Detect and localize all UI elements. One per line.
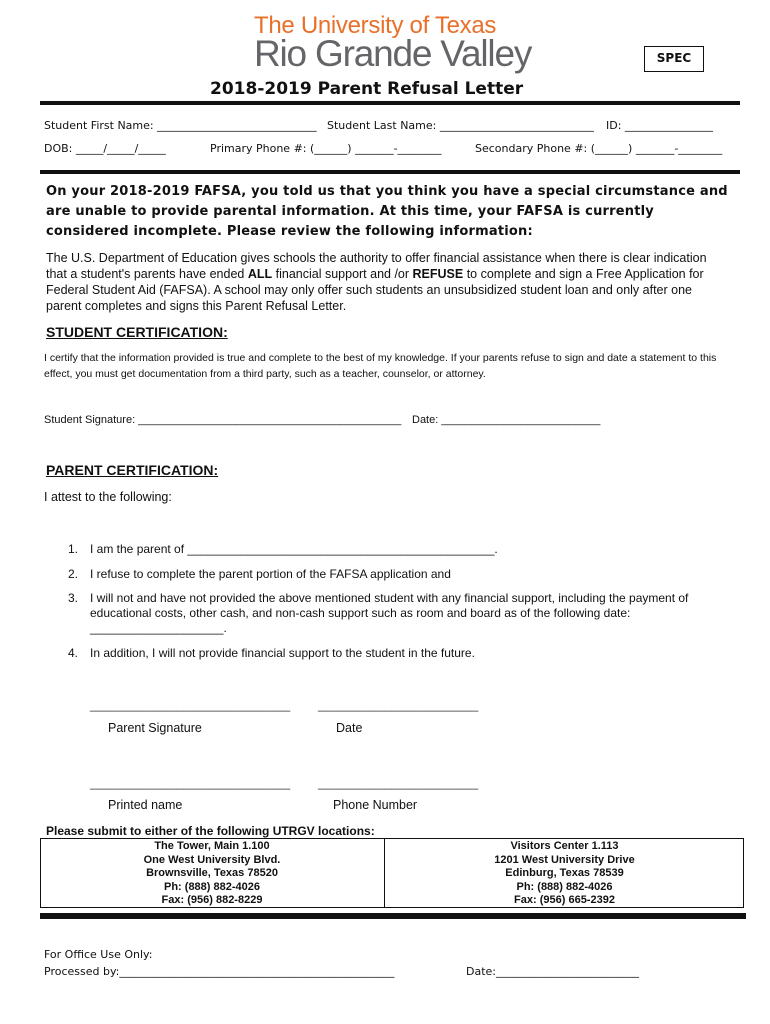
brownsville-location [40, 840, 384, 908]
location-line: Fax: (956) 665-2392 [514, 894, 615, 906]
office-date-field[interactable]: Date:__________________________ [466, 965, 639, 978]
list-item-number: 4. [67, 646, 78, 660]
student-date-field[interactable]: Date: __________________________ [412, 414, 601, 426]
student-first-name-field[interactable]: Student First Name: _____________________________ [44, 119, 317, 132]
para-text-1: The U.S. Department of Education gives schools the authority to offer financial assistance when there is clear indication that a student's parents have ended [46, 251, 707, 281]
support-date-field[interactable]: I will not and have not provided the above mentioned student with any financial support, including the payment of educational costs, other cash, and non-cash support such as room and board as of the following date: ____________________. [90, 591, 689, 635]
list-item-number: 3. [67, 591, 78, 605]
printed-name-line[interactable]: ______________________________ [90, 776, 291, 790]
student-id-field[interactable]: ID: ________________ [606, 119, 713, 132]
student-certification-heading: STUDENT CERTIFICATION: [46, 324, 228, 340]
list-item: In addition, I will not provide financial support to the student in the future. [90, 646, 475, 660]
para-text-3: to complete and sign a Free Application for Federal Student Aid (FAFSA). A school may only offer such students an unsubsidized student loan and only after one parent completes and signs this Parent Refusal Letter. [46, 267, 704, 313]
student-signature-field[interactable]: Student Signature: ___________________________________________ [44, 414, 402, 426]
university-logo-line2: Rio Grande Valley [254, 33, 532, 74]
secondary-phone-field[interactable]: Secondary Phone #: (______) _______-________ [475, 142, 723, 155]
fields-divider [40, 170, 740, 174]
parent-date-line[interactable]: ________________________ [318, 698, 479, 712]
title-divider [40, 101, 740, 105]
submit-locations-heading: Please submit to either of the following UTRGV locations: [46, 824, 375, 838]
footer-divider [40, 913, 746, 919]
spec-badge: SPEC [644, 46, 704, 72]
fafsa-notice: On your 2018-2019 FAFSA, you told us that you think you have a special circumstance and are unable to provide parental information. At this time, your FAFSA is currently considered incomplete. Please review the following information: [46, 184, 728, 239]
student-last-name-field[interactable]: Student Last Name: ____________________________ [327, 119, 594, 132]
para-all-emphasis: ALL [247, 267, 273, 281]
location-line: Visitors Center 1.113 [510, 840, 619, 852]
location-line: Ph: (888) 882-4026 [164, 880, 260, 893]
attest-statement: I attest to the following: [44, 490, 172, 504]
parent-date-label: Date [336, 721, 363, 735]
parent-signature-label: Parent Signature [108, 721, 202, 735]
para-text-2: financial support and /or [272, 267, 413, 281]
primary-phone-field[interactable]: Primary Phone #: (______) _______-________ [210, 142, 442, 155]
office-use-label: For Office Use Only: [44, 948, 153, 961]
list-item-number: 2. [67, 567, 78, 581]
phone-number-line[interactable]: ________________________ [318, 776, 479, 790]
student-certification-text: I certify that the information provided is true and complete to the best of my knowledge. If your parents refuse to sign and date a statement to this effect, you must get documentation from a third party, such as a teacher, counselor, or attorney. [44, 352, 717, 380]
parent-certification-heading: PARENT CERTIFICATION: [46, 462, 219, 478]
parent-of-field[interactable]: I am the parent of ______________________________________________. [90, 542, 498, 556]
location-line: Ph: (888) 882-4026 [516, 880, 613, 893]
document-title: 2018-2019 Parent Refusal Letter [210, 79, 524, 99]
parent-signature-line[interactable]: ______________________________ [90, 698, 291, 712]
list-item-number: 1. [67, 542, 78, 556]
university-logo-line1: The University of Texas [254, 12, 497, 39]
phone-number-label: Phone Number [333, 798, 418, 812]
location-line: Fax: (956) 882-8229 [161, 894, 263, 906]
department-info-paragraph [46, 250, 726, 314]
location-line: The Tower, Main 1.100 [154, 840, 270, 852]
para-refuse-emphasis: REFUSE [412, 267, 464, 281]
processed-by-field[interactable]: Processed by:__________________________________________________ [44, 965, 395, 978]
printed-name-label: Printed name [108, 798, 183, 812]
location-line: 1201 West University Drive [494, 853, 635, 866]
location-line: One West University Blvd. [143, 853, 281, 866]
dob-field[interactable]: DOB: _____/_____/_____ [44, 142, 166, 155]
list-item: I refuse to complete the parent portion of the FAFSA application and [90, 567, 451, 581]
location-line: Brownsville, Texas 78520 [146, 867, 278, 879]
location-line: Edinburg, Texas 78539 [505, 867, 624, 879]
edinburg-location [385, 840, 744, 908]
